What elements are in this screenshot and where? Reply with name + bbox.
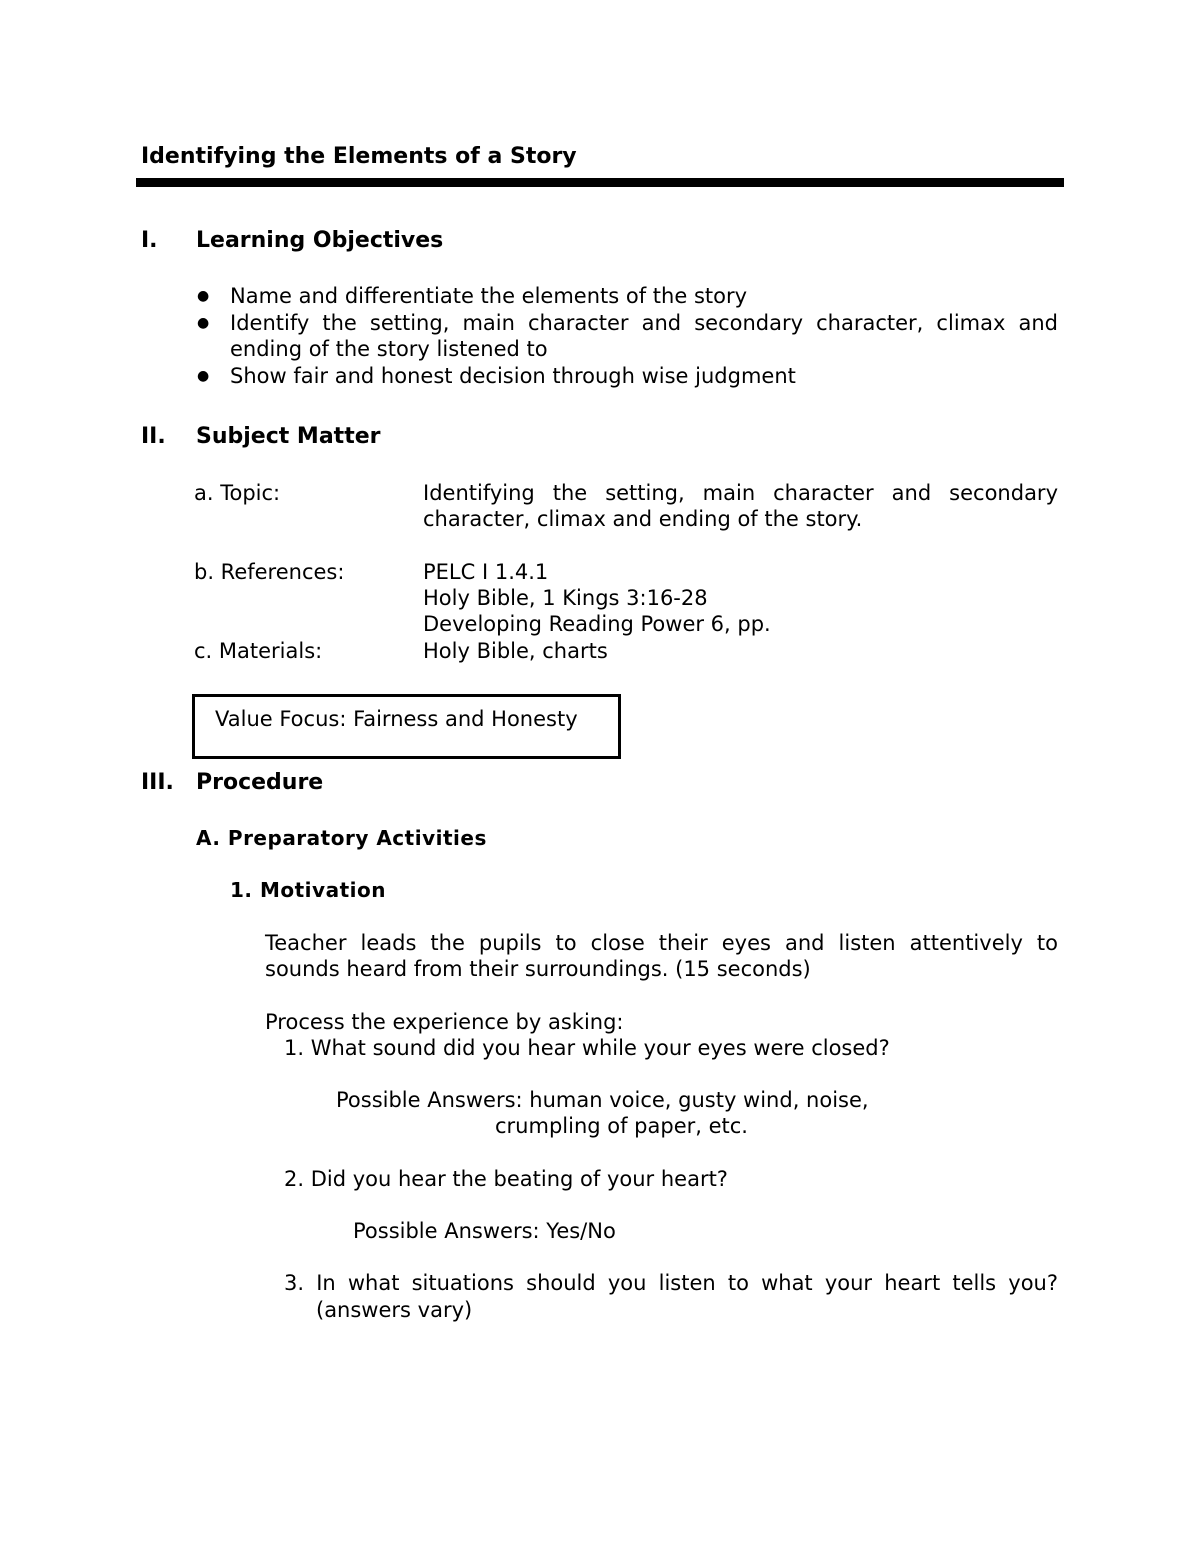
question-3-line-2: (answers vary) [316, 1298, 473, 1322]
reference-item: Holy Bible, 1 Kings 3:16-28 [423, 586, 708, 610]
section-1-numeral: I. [141, 228, 158, 253]
section-3-heading: Procedure [196, 770, 324, 795]
motivation-paragraph: Teacher leads the pupils to close their eyes and listen attentively to sounds heard from their surroundings. (15 seconds) [265, 931, 1058, 981]
topic-label: a. Topic: [194, 481, 281, 505]
section-2-numeral: II. [141, 424, 166, 449]
section-1-heading: Learning Objectives [196, 228, 444, 253]
topic-value: Identifying the setting, main character and secondary character, climax and ending of the story. [423, 481, 1058, 531]
bullet-dot-icon: ● [197, 368, 210, 384]
objective-item: Show fair and honest decision through wise judgment [230, 364, 796, 388]
bullet-dot-icon: ● [197, 315, 210, 331]
title-underline [136, 178, 1064, 187]
question-2: 2. Did you hear the beating of your heart? [284, 1167, 728, 1191]
value-focus-text: Value Focus: Fairness and Honesty [215, 707, 578, 731]
references-label: b. References: [194, 560, 345, 584]
objective-item: Identify the setting, main character and secondary character, climax and ending of the story listened to [230, 311, 1058, 361]
answer-1-line-2: crumpling of paper, etc. [495, 1114, 748, 1138]
document-title: Identifying the Elements of a Story [141, 144, 577, 169]
answer-2: Possible Answers: Yes/No [353, 1219, 616, 1243]
bullet-dot-icon: ● [197, 288, 210, 304]
reference-item: Developing Reading Power 6, pp. [423, 612, 771, 636]
question-3-line-1: 3. In what situations should you listen to what your heart tells you? [284, 1271, 1058, 1295]
section-3-numeral: III. [141, 770, 174, 795]
objective-item: Name and differentiate the elements of the story [230, 284, 748, 308]
subsection-a-heading: A. Preparatory Activities [196, 826, 487, 850]
question-1: 1. What sound did you hear while your eyes were closed? [284, 1036, 890, 1060]
materials-value: Holy Bible, charts [423, 639, 608, 663]
section-2-heading: Subject Matter [196, 424, 381, 449]
materials-label: c. Materials: [194, 639, 323, 663]
answer-1-line-1: Possible Answers: human voice, gusty wind, noise, [336, 1088, 869, 1112]
motivation-heading: 1. Motivation [230, 878, 386, 902]
reference-item: PELC I 1.4.1 [423, 560, 549, 584]
process-intro: Process the experience by asking: [265, 1010, 624, 1034]
